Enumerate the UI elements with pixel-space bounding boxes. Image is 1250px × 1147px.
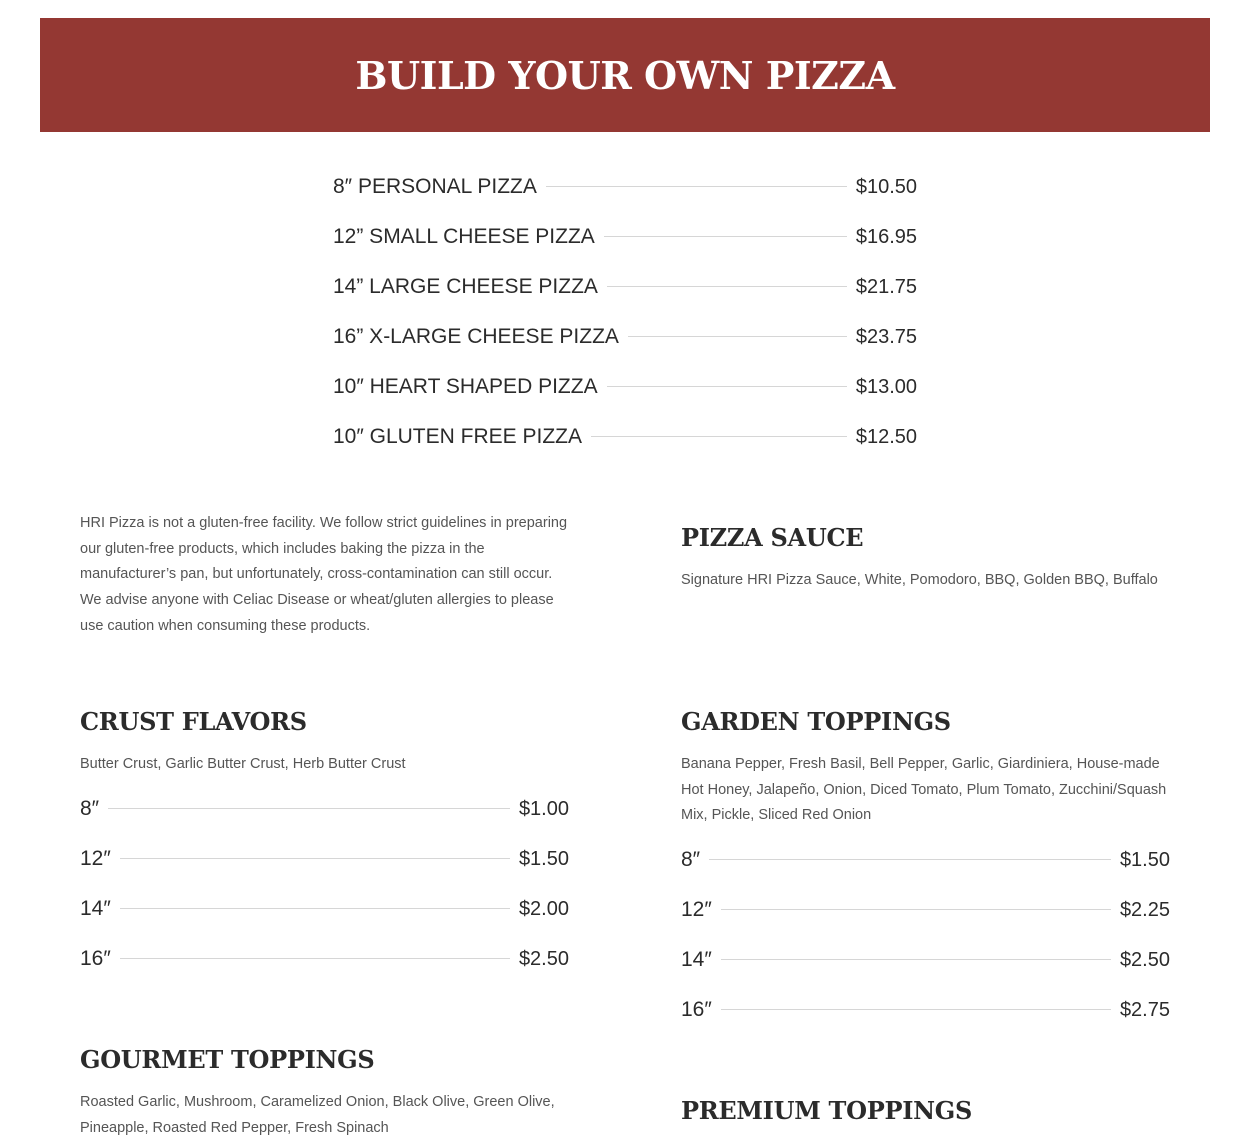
garden-toppings-heading: GARDEN TOPPINGS [681,707,951,736]
garden-price-row [681,995,1170,1025]
leader-line [721,1009,1111,1010]
size-price: $1.50 [1119,848,1170,871]
pizza-sauce-heading: PIZZA SAUCE [681,523,864,552]
crust-price-row [80,844,569,874]
pizza-price: $13.00 [855,375,917,398]
pizza-price: $12.50 [855,425,917,448]
leader-line [607,386,847,387]
size-label: 16″ [80,947,111,970]
pizza-name: 10″ GLUTEN FREE PIZZA [333,425,582,448]
page-title: BUILD YOUR OWN PIZZA [355,52,895,98]
pizza-name: 16” X-LARGE CHEESE PIZZA [333,325,619,348]
leader-line [546,186,847,187]
pizza-row [333,372,917,402]
leader-line [604,236,847,237]
size-label: 8″ [80,797,100,820]
pizza-row [333,422,917,452]
gourmet-toppings-description: Roasted Garlic, Mushroom, Caramelized Onion, Black Olive, Green Olive, Pineapple, Roasted Red Pepper, Fresh Spinach [80,1094,555,1136]
crust-price-row [80,794,569,824]
crust-price-row [80,944,569,974]
size-label: 12″ [80,847,111,870]
size-label: 14″ [80,897,111,920]
garden-price-row [681,895,1170,925]
pizza-row [333,222,917,252]
size-price: $2.25 [1119,898,1170,921]
size-price: $2.50 [1119,948,1170,971]
size-label: 12″ [681,898,712,921]
garden-price-row [681,845,1170,875]
page-banner [40,18,1210,132]
crust-flavors-heading: CRUST FLAVORS [80,707,307,736]
size-price: $1.00 [518,797,569,820]
pizza-row [333,272,917,302]
pizza-name: 10″ HEART SHAPED PIZZA [333,375,598,398]
leader-line [709,859,1111,860]
garden-toppings-description: Banana Pepper, Fresh Basil, Bell Pepper, Garlic, Giardiniera, House-made Hot Honey, Jalapeño, Onion, Diced Tomato, Plum Tomato, Zucchini/Squash Mix, Pickle, Sliced Red Onion [681,756,1167,824]
size-label: 14″ [681,948,712,971]
pizza-name: 8″ PERSONAL PIZZA [333,175,537,198]
size-price: $2.50 [518,947,569,970]
leader-line [120,908,510,909]
size-price: $2.00 [518,897,569,920]
pizza-sauce-description: Signature HRI Pizza Sauce, White, Pomodoro, BBQ, Golden BBQ, Buffalo [681,572,1158,588]
leader-line [108,808,510,809]
leader-line [120,958,510,959]
gluten-free-note: HRI Pizza is not a gluten-free facility. We follow strict guidelines in preparing our gluten-free products, which includes baking the pizza in the manufacturer’s pan, but unfortunately, cross-contamination can still occur. We advise anyone with Celiac Disease or wheat/gluten allergies to please use caution when consuming these products. [80,515,568,634]
gourmet-toppings-heading: GOURMET TOPPINGS [80,1045,375,1074]
size-label: 16″ [681,998,712,1021]
leader-line [607,286,847,287]
pizza-price: $21.75 [855,275,917,298]
size-price: $2.75 [1119,998,1170,1021]
crust-price-row [80,894,569,924]
leader-line [120,858,510,859]
pizza-price: $16.95 [855,225,917,248]
pizza-price: $23.75 [855,325,917,348]
pizza-row [333,172,917,202]
crust-flavors-description: Butter Crust, Garlic Butter Crust, Herb Butter Crust [80,756,406,772]
leader-line [591,436,847,437]
leader-line [628,336,847,337]
pizza-price: $10.50 [855,175,917,198]
leader-line [721,959,1111,960]
pizza-row [333,322,917,352]
leader-line [721,909,1111,910]
size-label: 8″ [681,848,701,871]
size-price: $1.50 [518,847,569,870]
pizza-name: 14” LARGE CHEESE PIZZA [333,275,598,298]
premium-toppings-heading: PREMIUM TOPPINGS [681,1096,972,1125]
pizza-name: 12” SMALL CHEESE PIZZA [333,225,595,248]
garden-price-row [681,945,1170,975]
